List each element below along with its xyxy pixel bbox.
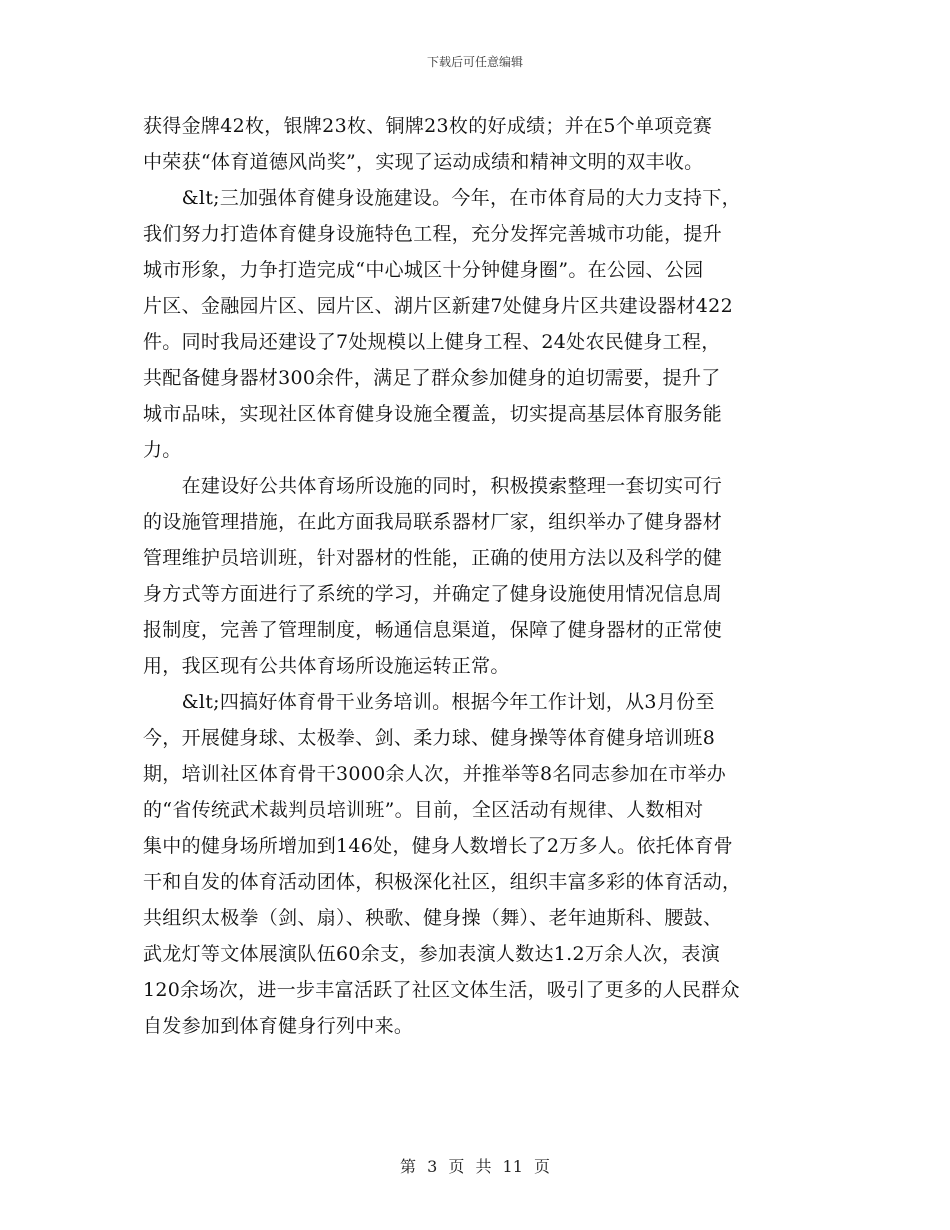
body-line: &lt;四搞好体育骨干业务培训。根据今年工作计划，从3月份至 [143,691,715,713]
body-line: 的“省传统武术裁判员培训班”。目前，全区活动有规律、人数相对 [143,799,704,821]
body-line: 件。同时我局还建设了7处规模以上健身工程、24处农民健身工程， [143,331,721,353]
document-body [143,108,811,1044]
body-line: 我们努力打造体育健身设施特色工程，充分发挥完善城市功能，提升 [143,223,723,245]
body-line: 用，我区现有公共体育场所设施运转正常。 [143,655,510,677]
page-header-note: 下载后可任意编辑 [426,55,523,69]
body-line: 管理维护员培训班，针对器材的性能，正确的使用方法以及科学的健 [143,547,723,569]
body-line: 力。 [143,439,182,461]
body-line: 城市形象，力争打造完成“中心城区十分钟健身圈”。在公园、公园 [143,259,704,281]
body-line: 在建设好公共体育场所设施的同时，积极摸索整理一套切实可行 [143,475,723,497]
body-line: 获得金牌42枚，银牌23枚、铜牌23枚的好成绩；并在5个单项竞赛 [143,115,713,137]
body-line: &lt;三加强体育健身设施建设。今年，在市体育局的大力支持下， [143,187,741,209]
body-line: 今，开展健身球、太极拳、剑、柔力球、健身操等体育健身培训班8 [143,727,716,749]
body-line: 城市品味，实现社区体育健身设施全覆盖，切实提高基层体育服务能 [143,403,723,425]
body-line: 报制度，完善了管理制度，畅通信息渠道，保障了健身器材的正常使 [143,619,723,641]
body-line: 共组织太极拳（剑、扇）、秧歌、健身操（舞）、老年迪斯科、腰鼓、 [143,907,723,929]
body-line: 自发参加到体育健身行列中来。 [143,1015,414,1037]
body-line: 120余场次，进一步丰富活跃了社区文体生活，吸引了更多的人民群众 [143,979,740,1001]
body-line: 身方式等方面进行了系统的学习，并确定了健身设施使用情况信息周 [143,583,723,605]
body-line: 共配备健身器材300余件，满足了群众参加健身的迫切需要，提升了 [143,367,721,389]
body-line: 干和自发的体育活动团体，积极深化社区，组织丰富多彩的体育活动， [143,871,742,893]
page-number-footer: 第 3 页 共 11 页 [400,1157,550,1176]
body-line: 片区、金融园片区、园片区、湖片区新建7处健身片区共建设器材422 [143,295,733,317]
body-line: 中荣获“体育道德风尚奖”，实现了运动成绩和精神文明的双丰收。 [143,151,704,173]
body-line: 武龙灯等文体展演队伍60余支，参加表演人数达1.2万余人次，表演 [143,943,720,965]
body-line: 集中的健身场所增加到146处，健身人数增长了2万多人。依托体育骨 [143,835,733,857]
body-line: 期，培训社区体育骨干3000余人次，并推举等8名同志参加在市举办 [143,763,727,785]
body-line: 的设施管理措施，在此方面我局联系器材厂家，组织举办了健身器材 [143,511,723,533]
